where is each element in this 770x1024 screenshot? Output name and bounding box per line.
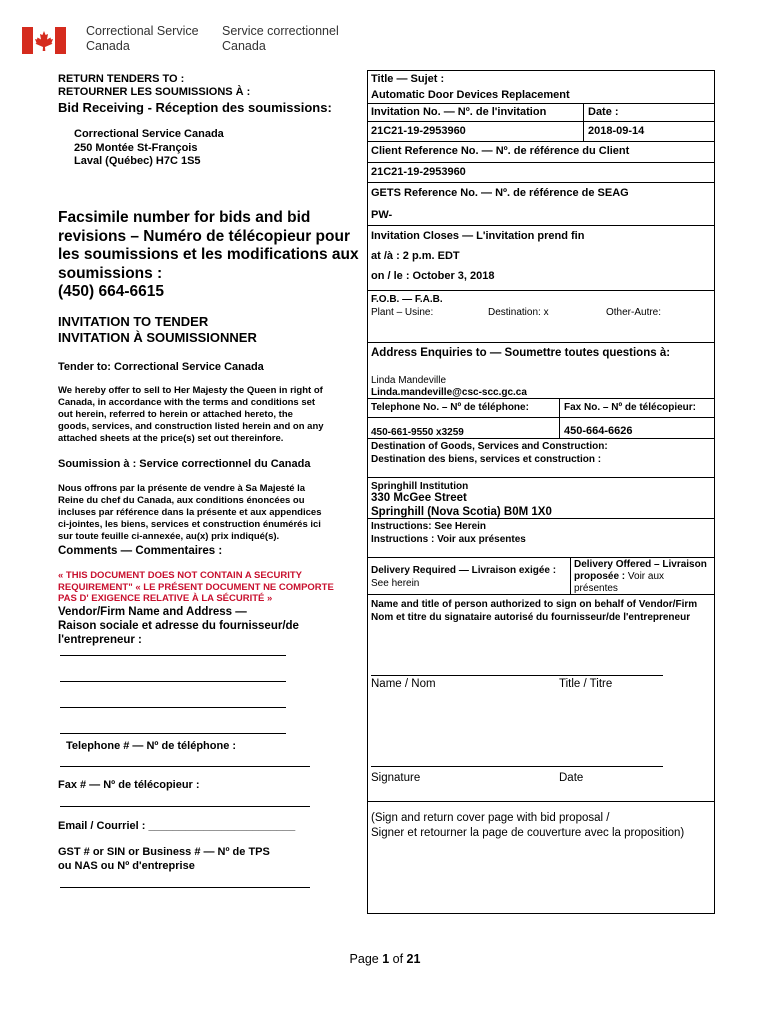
gst-field[interactable] bbox=[60, 887, 310, 888]
address-line2: 250 Montée St-François bbox=[74, 141, 198, 154]
delivery-offered-value: Voir aux bbox=[625, 571, 665, 582]
instructions-fr: Instructions : Voir aux présentes bbox=[371, 533, 526, 545]
gst-label bbox=[58, 846, 270, 873]
fax-heading-line1: Facsimile number for bids and bid bbox=[58, 209, 311, 226]
destination-goods-line2: Destination des biens, services et construction : bbox=[371, 453, 602, 465]
address-line3: Laval (Québec) H7C 1S5 bbox=[74, 155, 201, 167]
divider bbox=[367, 121, 715, 122]
divider bbox=[367, 141, 715, 142]
name-label: Name / Nom bbox=[371, 678, 436, 690]
vendor-field-line-2[interactable] bbox=[60, 681, 286, 682]
offer-en-line: goods, services, and construction listed herein and on any bbox=[58, 421, 324, 432]
soumission-to: Soumission à : Service correctionnel du Canada bbox=[58, 458, 311, 470]
offer-text-fr bbox=[58, 483, 348, 543]
page-prefix: Page bbox=[349, 952, 383, 966]
city: Springhill (Nova Scotia) B0M 1X0 bbox=[371, 506, 552, 518]
sign-return-line1: (Sign and return cover page with bid proposal / bbox=[371, 812, 610, 824]
divider bbox=[367, 103, 715, 104]
dept-name-fr-line1: Service correctionnel bbox=[222, 24, 339, 38]
destination-goods bbox=[371, 441, 608, 466]
security-line3: PAS D' EXIGENCE RELATIVE À LA SÉCURITÉ » bbox=[58, 593, 273, 604]
vendor-line1: Vendor/Firm Name and Address — bbox=[58, 606, 247, 618]
offer-fr-line: sur toute feuille ci-annexée, au(x) prix indiqué(s). bbox=[58, 531, 280, 542]
address-line1: Correctional Service Canada bbox=[74, 128, 224, 140]
contact-email[interactable]: Linda.mandeville@csc-scc.gc.ca bbox=[371, 387, 527, 398]
dept-name-en bbox=[86, 24, 199, 54]
divider bbox=[367, 225, 715, 226]
gst-line2: ou NAS ou Nº d'entreprise bbox=[58, 859, 195, 872]
closes-date: on / le : October 3, 2018 bbox=[371, 270, 495, 282]
sign-return-note bbox=[371, 811, 684, 840]
divider bbox=[367, 801, 715, 802]
vendor-line3: l'entrepreneur : bbox=[58, 634, 142, 646]
street: 330 McGee Street bbox=[371, 492, 467, 504]
gets-value: PW- bbox=[371, 209, 393, 221]
divider bbox=[559, 398, 560, 438]
comments-label: Comments — Commentaires : bbox=[58, 545, 223, 557]
name-title-field[interactable] bbox=[371, 675, 663, 676]
fax-no-label: Fax No. – Nº de télécopieur: bbox=[564, 402, 697, 413]
page-mid: of bbox=[389, 952, 407, 966]
signature-label: Signature bbox=[371, 772, 421, 784]
divider bbox=[367, 557, 715, 558]
sign-return-line2: Signer et retourner la page de couverture avec la proposition) bbox=[371, 826, 685, 839]
invitation-heading bbox=[58, 314, 257, 346]
page-total: 21 bbox=[406, 952, 421, 966]
title-label-sign: Title / Titre bbox=[559, 678, 613, 690]
delivery-offered-line3: présentes bbox=[574, 583, 618, 594]
destination-goods-line1: Destination of Goods, Services and Construction: bbox=[371, 441, 608, 452]
security-line2: REQUIREMENT" « LE PRÉSENT DOCUMENT NE COMPORTE bbox=[58, 581, 334, 593]
fob-other: Other-Autre: bbox=[606, 307, 662, 318]
date-value: 2018-09-14 bbox=[588, 125, 645, 137]
telephone-field[interactable] bbox=[60, 766, 310, 767]
security-notice bbox=[58, 570, 334, 605]
delivery-offered-line1: Delivery Offered – Livraison bbox=[574, 559, 707, 570]
return-tenders-heading bbox=[58, 73, 250, 99]
authorized-line2: Nom et titre du signataire autorisé du fournisseur/de l'entrepreneur bbox=[371, 612, 691, 623]
offer-fr-line: Nous offrons par la présente de vendre à Sa Majesté la bbox=[58, 483, 306, 494]
offer-text-en bbox=[58, 385, 348, 445]
offer-fr-line: ci-jointes, les biens, services et construction énumérés ici bbox=[58, 519, 321, 530]
fob-destination: Destination: x bbox=[488, 307, 549, 318]
title-value: Automatic Door Devices Replacement bbox=[371, 89, 570, 101]
delivery-offered bbox=[574, 559, 707, 595]
closes-label: Invitation Closes — L'invitation prend fin bbox=[371, 230, 585, 242]
return-address bbox=[74, 128, 224, 169]
return-tenders-line2: RETOURNER LES SOUMISSIONS À : bbox=[58, 86, 251, 98]
vendor-line2: Raison sociale et adresse du fournisseur/de bbox=[58, 620, 299, 632]
fax-value: 450-664-6626 bbox=[564, 425, 633, 437]
contact-name: Linda Mandeville bbox=[371, 375, 447, 386]
canada-flag-icon bbox=[22, 27, 66, 54]
invitation-fr: INVITATION À SOUMISSIONNER bbox=[58, 330, 257, 345]
delivery-required: Delivery Required — Livraison exigée : bbox=[371, 565, 557, 576]
signature-date-field[interactable] bbox=[371, 766, 663, 767]
dept-name-fr-line2: Canada bbox=[222, 39, 266, 53]
offer-en-line: Canada, in accordance with the terms and conditions set bbox=[58, 397, 316, 408]
gst-line1: GST # or SIN or Business # — Nº de TPS bbox=[58, 846, 270, 858]
email-label: Email / Courriel : ________________________ bbox=[58, 820, 296, 832]
offer-en-line: attached sheets at the price(s) set out thereinfore. bbox=[58, 433, 284, 444]
fob-plant: Plant – Usine: bbox=[371, 307, 434, 318]
offer-en-line: out herein, referred to herein or attached hereto, the bbox=[58, 409, 293, 420]
invitation-no-label: Invitation No. — Nº. de l'invitation bbox=[371, 106, 547, 118]
fax-label: Fax # — Nº de télécopieur : bbox=[58, 779, 200, 791]
invitation-no: 21C21-19-2953960 bbox=[371, 125, 466, 137]
enquiries-label: Address Enquiries to — Soumettre toutes questions à: bbox=[371, 347, 671, 359]
fax-field[interactable] bbox=[60, 806, 310, 807]
divider bbox=[367, 477, 715, 478]
offer-fr-line: Reine du chef du Canada, aux conditions énoncées ou bbox=[58, 495, 305, 506]
fax-number-heading bbox=[58, 209, 359, 302]
gets-label: GETS Reference No. — Nº. de référence de SEAG bbox=[371, 187, 629, 199]
dept-name-en-line2: Canada bbox=[86, 39, 130, 53]
fax-number: (450) 664-6615 bbox=[58, 283, 164, 300]
delivery-offered-label: proposée : bbox=[574, 571, 626, 582]
bid-receiving: Bid Receiving - Réception des soumissions: bbox=[58, 100, 332, 115]
date-sign-label: Date bbox=[559, 772, 584, 784]
return-tenders-line1: RETURN TENDERS TO : bbox=[58, 73, 185, 85]
authorized-line1: Name and title of person authorized to sign on behalf of Vendor/Firm bbox=[371, 599, 698, 610]
fax-heading-line4: soumissions : bbox=[58, 264, 163, 282]
offer-en-line: We hereby offer to sell to Her Majesty the Queen in right of bbox=[58, 385, 323, 396]
closes-time: at /à : 2 p.m. EDT bbox=[371, 250, 460, 262]
client-ref-label: Client Reference No. — Nº. de référence du Client bbox=[371, 145, 630, 157]
telephone-label: Telephone # — Nº de téléphone : bbox=[66, 740, 237, 752]
divider bbox=[367, 290, 715, 291]
institution: Springhill Institution bbox=[371, 481, 469, 492]
dept-name-fr bbox=[222, 24, 339, 54]
delivery-offered-line2 bbox=[574, 571, 707, 583]
vendor-field-line-3[interactable] bbox=[60, 707, 286, 708]
security-line1: « THIS DOCUMENT DOES NOT CONTAIN A SECURITY bbox=[58, 570, 303, 581]
vendor-label bbox=[58, 605, 299, 647]
page-current: 1 bbox=[382, 952, 390, 966]
divider bbox=[583, 103, 584, 141]
invitation-en: INVITATION TO TENDER bbox=[58, 314, 209, 329]
divider bbox=[367, 182, 715, 183]
tender-to: Tender to: Correctional Service Canada bbox=[58, 361, 264, 373]
phone-label: Telephone No. – Nº de téléphone: bbox=[371, 402, 529, 413]
vendor-field-line-1[interactable] bbox=[60, 655, 286, 656]
instructions-en: Instructions: See Herein bbox=[371, 521, 487, 532]
vendor-field-line-4[interactable] bbox=[60, 733, 286, 734]
see-herein: See herein bbox=[371, 578, 420, 589]
dept-name-en-line1: Correctional Service bbox=[86, 24, 199, 38]
client-ref: 21C21-19-2953960 bbox=[371, 166, 466, 178]
date-label: Date : bbox=[588, 106, 619, 118]
title-label: Title — Sujet : bbox=[371, 73, 445, 85]
instructions bbox=[371, 521, 526, 546]
fax-heading-line3: les soumissions et les modifications aux bbox=[58, 246, 359, 263]
divider bbox=[367, 342, 715, 343]
fob-label: F.O.B. — F.A.B. bbox=[371, 294, 443, 305]
offer-fr-line: incluses par référence dans la présente et aux appendices bbox=[58, 507, 322, 518]
fax-heading-line2: revisions – Numéro de télécopieur pour bbox=[58, 227, 350, 245]
divider bbox=[367, 162, 715, 163]
phone-value: 450-661-9550 x3259 bbox=[371, 427, 464, 438]
divider bbox=[570, 557, 571, 594]
page-number bbox=[0, 952, 770, 966]
authorized-label bbox=[371, 598, 697, 624]
divider bbox=[367, 417, 715, 418]
